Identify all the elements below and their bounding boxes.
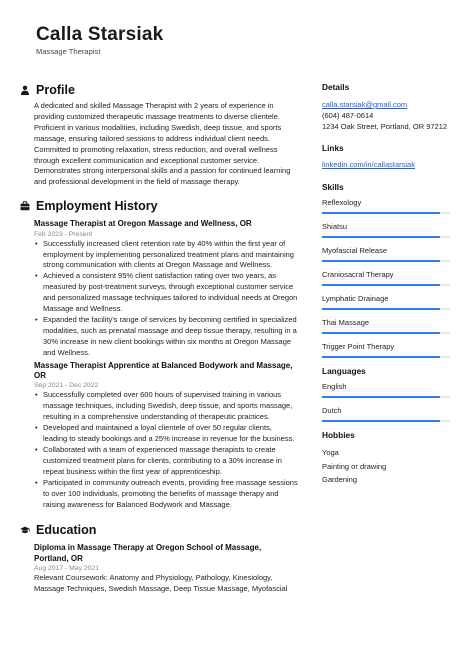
skill-level-fill (322, 212, 440, 214)
profile-heading (20, 82, 298, 98)
profile-summary: A dedicated and skilled Massage Therapist with 2 years of experience in providing customized therapeutic massage treatments to diverse clientele. Proficient in various modalities, including Swedish, deep tissue, and sports massage, ensuring tailored sessions to address individual client needs. Committed to promoting relaxation, stress reduction, and overall wellness through excellent communication and exceptional customer service. Demonstrates strong interpersonal skills and a passion for continued learning and professional development in the field of massage therapy. (34, 101, 291, 187)
job-entry (34, 361, 298, 511)
links-section (322, 143, 450, 170)
hobbies-list (322, 446, 450, 487)
address: 1234 Oak Street, Portland, OR 97212 (322, 122, 448, 132)
graduation-cap-icon (20, 525, 30, 535)
skill-name: Shiatsu (322, 222, 348, 232)
languages-heading: Languages (322, 366, 366, 377)
skills-heading: Skills (322, 182, 344, 193)
skill-item (322, 342, 450, 358)
job-bullet: • Achieved a consistent 95% client satisfaction rating over two years, as measured by post-treatment surveys, through exceptional customer service and personalized massage techniques tailored to individual needs at Oregon Massage and Wellness. (34, 271, 298, 315)
skills-list (322, 198, 450, 358)
education-coursework: Relevant Coursework: Anatomy and Physiology, Pathology, Kinesiology, Massage Techniques, Swedish Massage, Deep Tissue Massage, Myofascial (34, 573, 288, 594)
skill-level-fill (322, 284, 440, 286)
profile-heading-text: Profile (36, 83, 75, 97)
languages-list (322, 382, 450, 422)
hobbies-heading: Hobbies (322, 430, 355, 441)
linkedin-link[interactable]: linkedin.com/in/callastarsiak (322, 160, 415, 170)
resume-header (36, 24, 163, 56)
education-section (20, 522, 298, 595)
email-link[interactable]: calla.starsiak@gmail.com (322, 100, 408, 109)
main-column (20, 82, 298, 595)
job-title: Massage Therapist at Oregon Massage and Wellness, OR (34, 219, 252, 229)
skill-name: Myofascial Release (322, 246, 388, 256)
language-item (322, 406, 450, 422)
job-bullet: • Collaborated with a team of experienced massage therapists to create customized treatment plans for clients, contributing to a 30% increase in repeat business within the first year of apprenticeship. (34, 445, 298, 478)
language-level-bar (322, 396, 450, 398)
skill-level-bar (322, 260, 450, 262)
job-bullet: • Developed and maintained a loyal clientele of over 50 regular clients, leading to steady bookings and a 25% increase in revenue for the business. (34, 423, 298, 445)
skill-level-bar (322, 284, 450, 286)
skill-item (322, 222, 450, 238)
language-level-bar (322, 420, 450, 422)
job-bullet: • Expanded the facility's range of services by becoming certified in specialized modalities, such as prenatal massage and deep tissue therapy, resulting in a 30% increase in new client bookings within six months at Oregon Massage and Wellness. (34, 315, 298, 359)
skill-level-bar (322, 356, 450, 358)
education-title: Diploma in Massage Therapy at Oregon School of Massage, Portland, OR (34, 543, 262, 563)
job-bullets (34, 390, 298, 510)
hobby-item: Painting or drawing (322, 461, 387, 471)
profile-section (20, 82, 298, 188)
skill-level-fill (322, 308, 440, 310)
skill-item (322, 294, 450, 310)
languages-section (322, 366, 450, 422)
skill-item (322, 246, 450, 262)
job-date: Sep 2021 - Dec 2022 (34, 382, 99, 390)
education-heading (20, 522, 298, 538)
skill-level-bar (322, 308, 450, 310)
skill-item (322, 270, 450, 286)
employment-section (20, 198, 298, 510)
language-level-fill (322, 396, 440, 398)
skill-level-bar (322, 212, 450, 214)
skill-level-bar (322, 236, 450, 238)
job-bullet: • Participated in community outreach events, providing free massage sessions to over 100 individuals, promoting the benefits of massage therapy and raising awareness for Balanced Bodywork and Massage. (34, 478, 298, 511)
language-item (322, 382, 450, 398)
education-date: Aug 2017 - May 2021 (34, 565, 99, 573)
skill-item (322, 198, 450, 214)
job-bullet: • Successfully completed over 600 hours of supervised training in various massage techniques, including Swedish, deep tissue, and sports massage, resulting in a comprehensive understanding of therapeutic practices. (34, 390, 298, 423)
employment-heading-text: Employment History (36, 199, 158, 214)
skill-level-fill (322, 260, 440, 262)
skill-name: Reflexology (322, 198, 362, 208)
skill-level-fill (322, 356, 440, 358)
language-name: Dutch (322, 406, 342, 416)
details-heading: Details (322, 82, 350, 92)
job-bullets (34, 239, 298, 359)
skill-name: Trigger Point Therapy (322, 342, 395, 352)
language-level-fill (322, 420, 440, 422)
hobby-item: Yoga (322, 448, 339, 458)
person-icon (20, 85, 30, 95)
skill-level-fill (322, 236, 440, 238)
skill-level-bar (322, 332, 450, 334)
hobby-item: Gardening (322, 475, 358, 485)
job-date: Feb 2023 - Present (34, 230, 93, 238)
job-title: Massage Therapist Apprentice at Balanced Bodywork and Massage, OR (34, 360, 293, 381)
education-entry (34, 543, 298, 595)
sidebar-column (322, 82, 450, 487)
employment-heading (20, 198, 298, 214)
skill-name: Thai Massage (322, 318, 370, 328)
skill-item (322, 318, 450, 334)
candidate-name: Calla Starsiak (36, 24, 164, 45)
briefcase-icon (20, 201, 30, 211)
candidate-title: Massage Therapist (36, 47, 101, 56)
skill-name: Lymphatic Drainage (322, 294, 389, 304)
skill-level-fill (322, 332, 440, 334)
hobbies-section (322, 430, 450, 487)
language-name: English (322, 382, 347, 392)
skill-name: Craniosacral Therapy (322, 270, 394, 280)
links-heading: Links (322, 143, 344, 154)
phone-number: (604) 487-0614 (322, 111, 374, 120)
job-bullet: • Successfully increased client retention rate by 40% within the first year of employment by implementing personalized treatment plans and maintaining strong communication with clients at Oregon Massage and Wellness. (34, 239, 298, 272)
details-section (322, 82, 450, 132)
education-heading-text: Education (36, 523, 97, 538)
job-entry (34, 219, 298, 358)
skills-section (322, 182, 450, 358)
